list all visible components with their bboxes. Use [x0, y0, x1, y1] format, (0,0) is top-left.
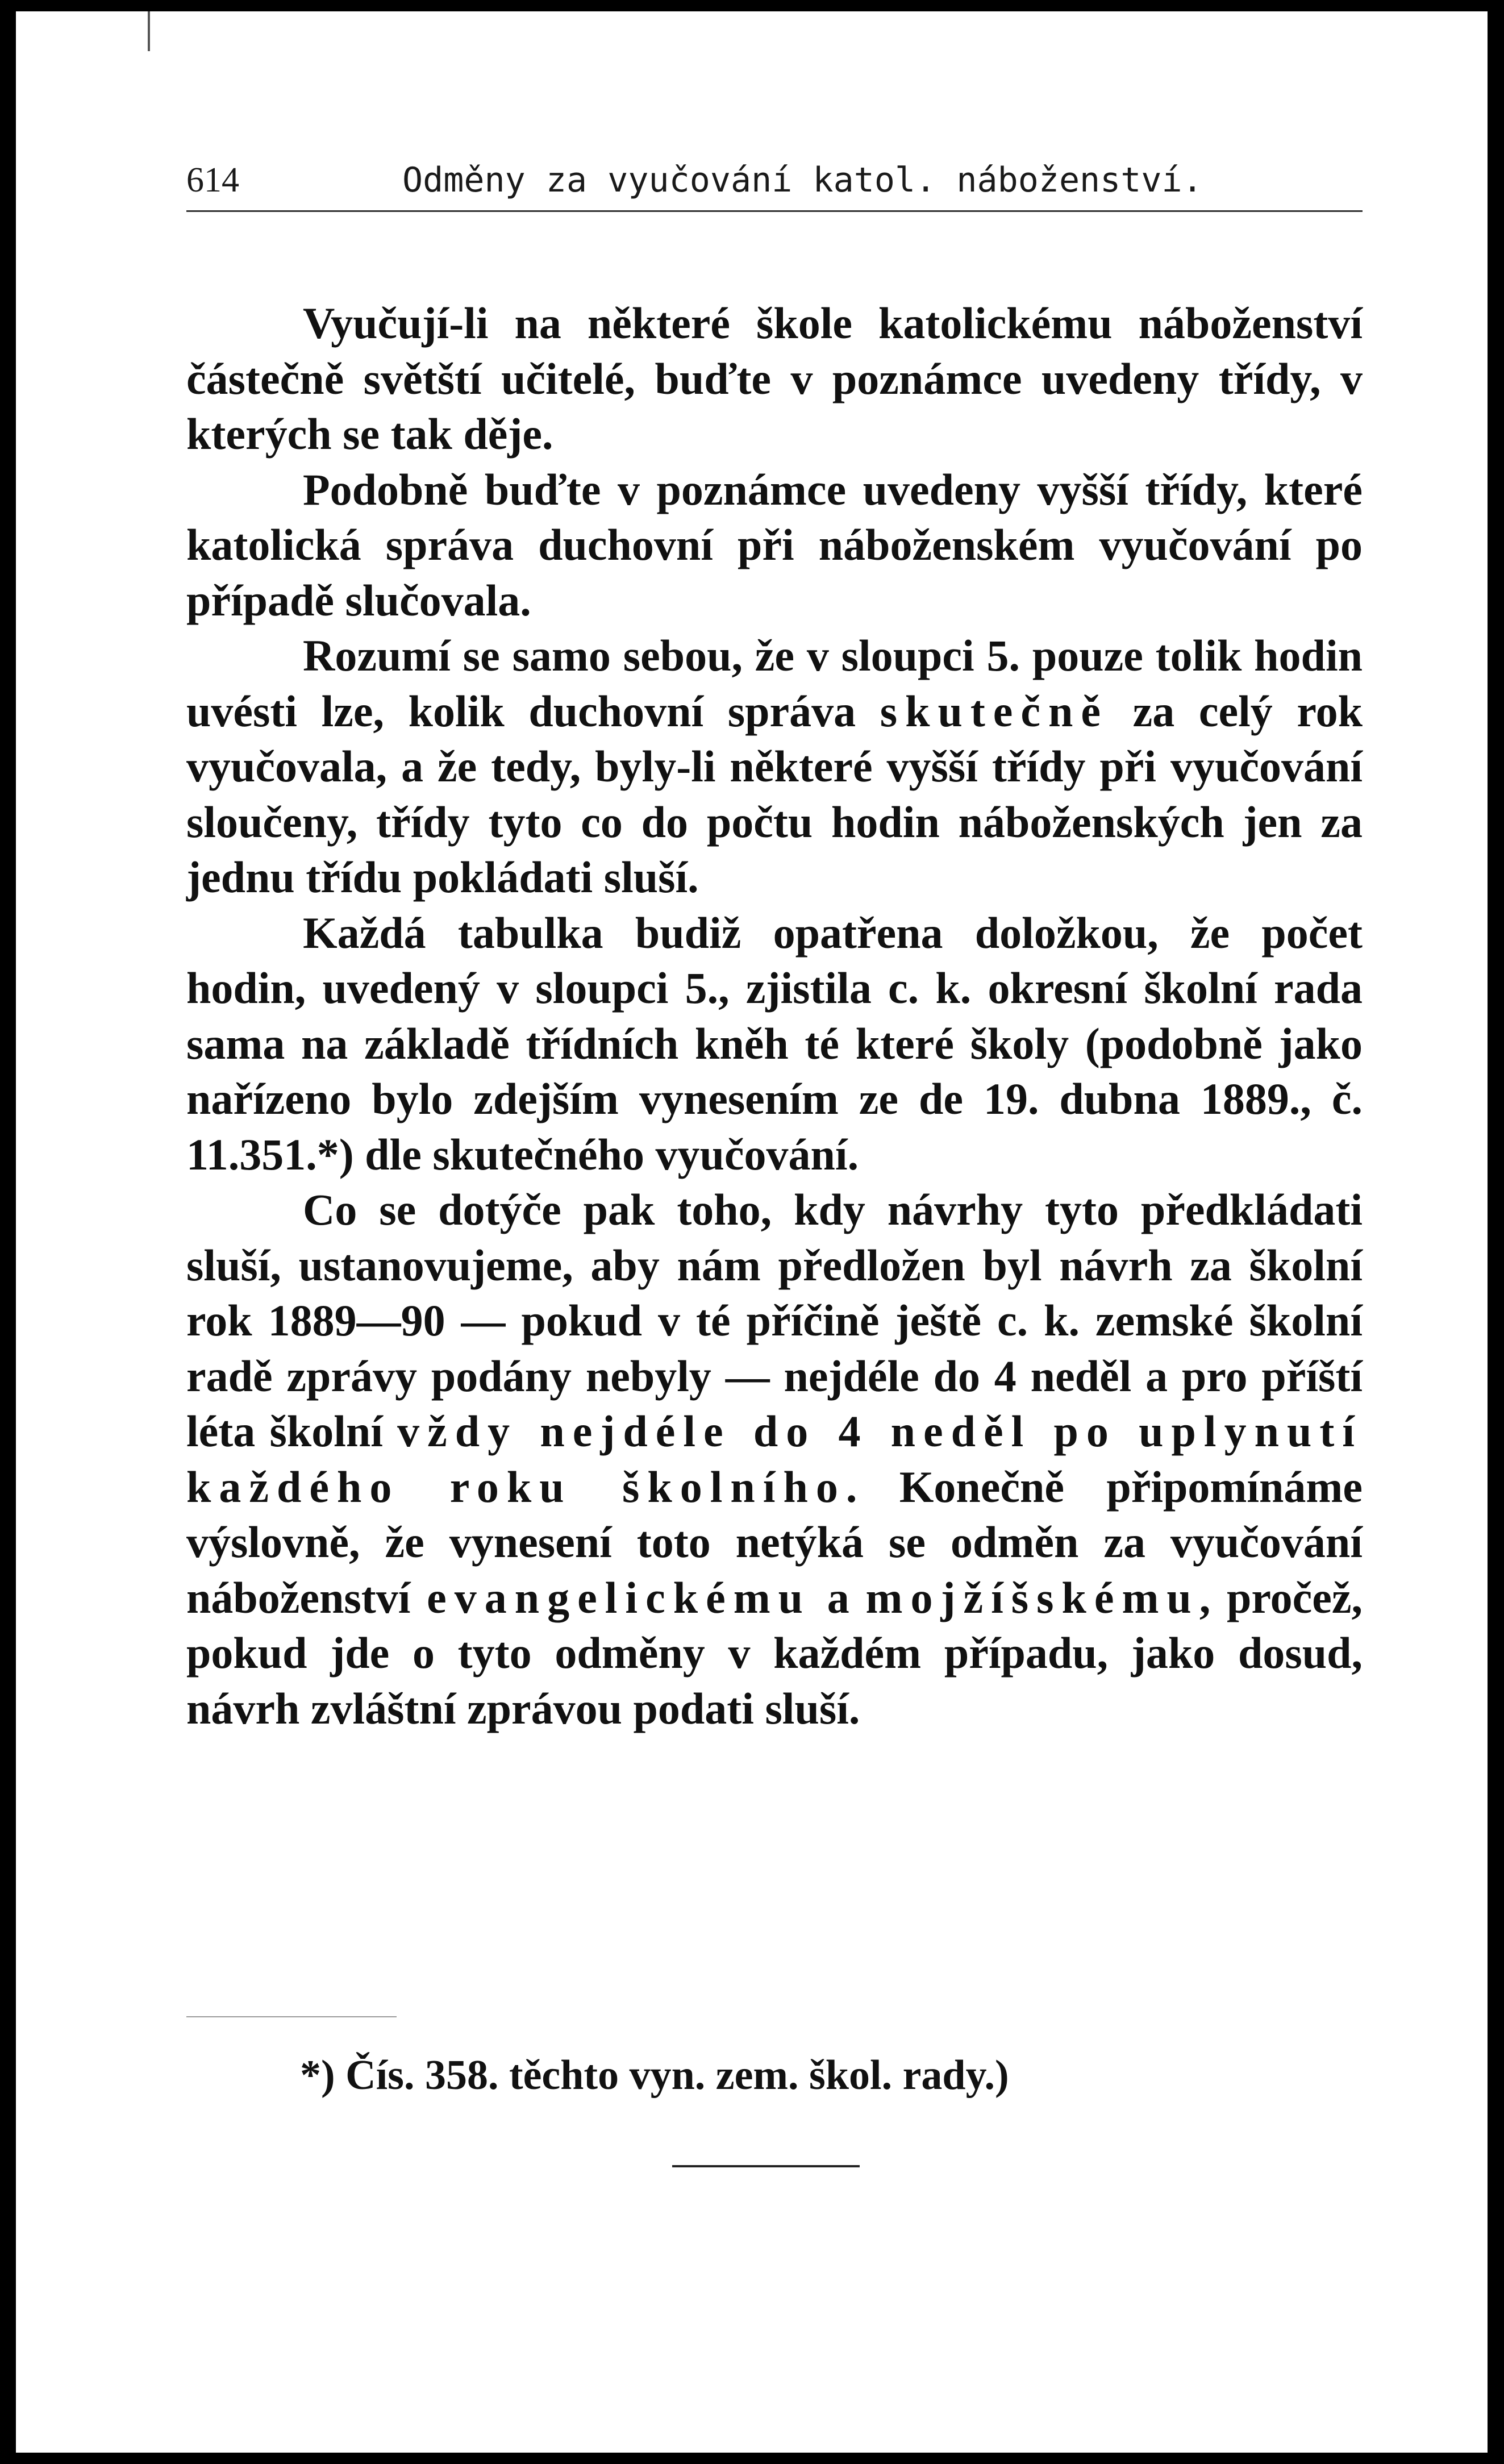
page-header: [186, 160, 1363, 211]
running-head: Odměny za vyučování katol. náboženství.: [402, 160, 1203, 200]
paragraph-5: [186, 1182, 1363, 1736]
footnote-rule: [186, 2016, 397, 2017]
header-rule: [186, 210, 1363, 212]
paragraph-3-after: za celý rok vyučovala, a že tedy, byly-li některé vyšší třídy při vyučování sloučeny, třídy tyto co do počtu hodin náboženských jen za jednu třídu pokládati sluší.: [186, 686, 1363, 902]
paragraph-3: [186, 628, 1363, 905]
paragraph-5-emphasis-3: mojžíšskému: [865, 1572, 1199, 1622]
paragraph-1: Vyučují-li na některé škole katolickému náboženství částečně světští učitelé, buďte v poznámce uvedeny třídy, v kterých se tak děje.: [186, 298, 1363, 459]
footnote: *) Čís. 358. těchto vyn. zem. škol. rady.): [300, 2052, 1009, 2099]
paragraph-5-after: , pročež, pokud jde o tyto odměny v každém případu, jako dosud, návrh zvláštní zprávou podati sluší.: [186, 1572, 1363, 1733]
paragraph-5-emphasis: vždy nejdéle do 4 neděl po uplynutí každého roku školního: [186, 1406, 1363, 1512]
scan-edge-mark: [148, 11, 150, 51]
paragraph-3-emphasis: skutečně: [880, 686, 1109, 736]
paragraph-5-emphasis-2: evangelickému: [427, 1572, 811, 1622]
document-page: [16, 11, 1488, 2453]
paragraph-5-middle-2: a: [811, 1572, 866, 1622]
end-rule: [672, 2165, 860, 2167]
paragraph-2: Podobně buďte v poznámce uvedeny vyšší třídy, které katolická správa duchovní při náboženském vyučování po případě slučovala.: [186, 464, 1363, 625]
paragraph-5-middle: . Konečně připomínáme výslovně, že vynesení toto netýká se odměn za vyučování náboženství: [186, 1462, 1363, 1622]
paragraph-4: Každá tabulka budiž opatřena doložkou, že počet hodin, uvedený v sloupci 5., zjistila c. k. okresní školní rada sama na základě třídních kněh té které školy (podobně jako nařízeno bylo zdejším vynesením ze de 19. dubna 1889., č. 11.351.*) dle skutečného vyučování.: [186, 908, 1363, 1179]
body-text: [186, 295, 1363, 1736]
paragraph-5-before: Co se dotýče pak toho, kdy návrhy tyto předkládati sluší, ustanovujeme, aby nám předložen byl návrh za školní rok 1889—90 — pokud v té příčině ještě c. k. zemské školní radě zprávy podány nebyly — nejdéle do 4 neděl a pro příští léta školní: [186, 1185, 1363, 1456]
page-number: 614: [186, 161, 239, 199]
paragraph-3-before: Rozumí se samo sebou, že v sloupci 5. pouze tolik hodin uvésti lze, kolik duchovní správa: [186, 631, 1363, 736]
